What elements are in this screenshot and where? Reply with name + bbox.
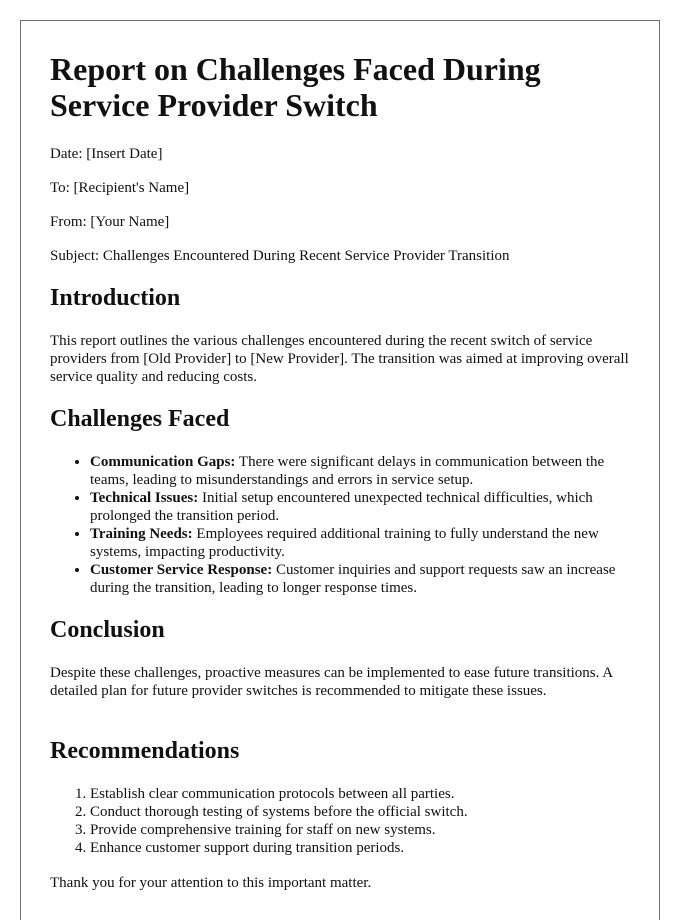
list-item: [90, 561, 640, 597]
introduction-text: This report outlines the various challenges encountered during the recent switch of service providers from [Old Provider] to [New Provider]. The transition was aimed at improving overall service quality and reducing costs.: [50, 333, 629, 385]
list-item: 1. Establish clear communication protocols between all parties.: [90, 785, 640, 803]
page-title: Report on Challenges Faced During Service Provider Switch: [50, 51, 541, 123]
challenge-text: Customer inquiries and support requests saw an increase during the transition, leading to longer response times.: [90, 562, 616, 596]
list-item: [90, 489, 640, 525]
challenge-text: Employees required additional training to fully understand the new systems, impacting productivity.: [90, 526, 599, 560]
introduction-heading: Introduction: [50, 285, 181, 311]
subject-line: Subject: Challenges Encountered During Recent Service Provider Transition: [50, 248, 510, 264]
list-item: [90, 453, 640, 489]
challenges-heading: Challenges Faced: [50, 406, 230, 432]
closing-text: Thank you for your attention to this important matter.: [50, 875, 372, 891]
challenge-term: Training Needs:: [90, 526, 193, 542]
challenges-list: [50, 453, 640, 597]
document-page: [20, 20, 660, 920]
challenge-text: There were significant delays in communication between the teams, leading to misunderstandings and errors in service setup.: [90, 454, 605, 488]
list-item: 3. Provide comprehensive training for staff on new systems.: [90, 821, 640, 839]
recommendations-heading: Recommendations: [50, 738, 240, 764]
recommendations-list: [50, 785, 640, 857]
challenge-term: Customer Service Response:: [90, 562, 273, 578]
challenge-text: Initial setup encountered unexpected technical difficulties, which prolonged the transition period.: [90, 490, 593, 524]
from-line: From: [Your Name]: [50, 214, 170, 230]
challenge-term: Communication Gaps:: [90, 454, 236, 470]
to-line: To: [Recipient's Name]: [50, 180, 190, 196]
date-line: Date: [Insert Date]: [50, 146, 163, 162]
list-item: 4. Enhance customer support during transition periods.: [90, 839, 640, 857]
list-item: [90, 525, 640, 561]
challenge-term: Technical Issues:: [90, 490, 199, 506]
list-item: 2. Conduct thorough testing of systems before the official switch.: [90, 803, 640, 821]
conclusion-text: Despite these challenges, proactive measures can be implemented to ease future transitions. A detailed plan for future provider switches is recommended to mitigate these issues.: [50, 665, 613, 699]
conclusion-heading: Conclusion: [50, 617, 165, 643]
